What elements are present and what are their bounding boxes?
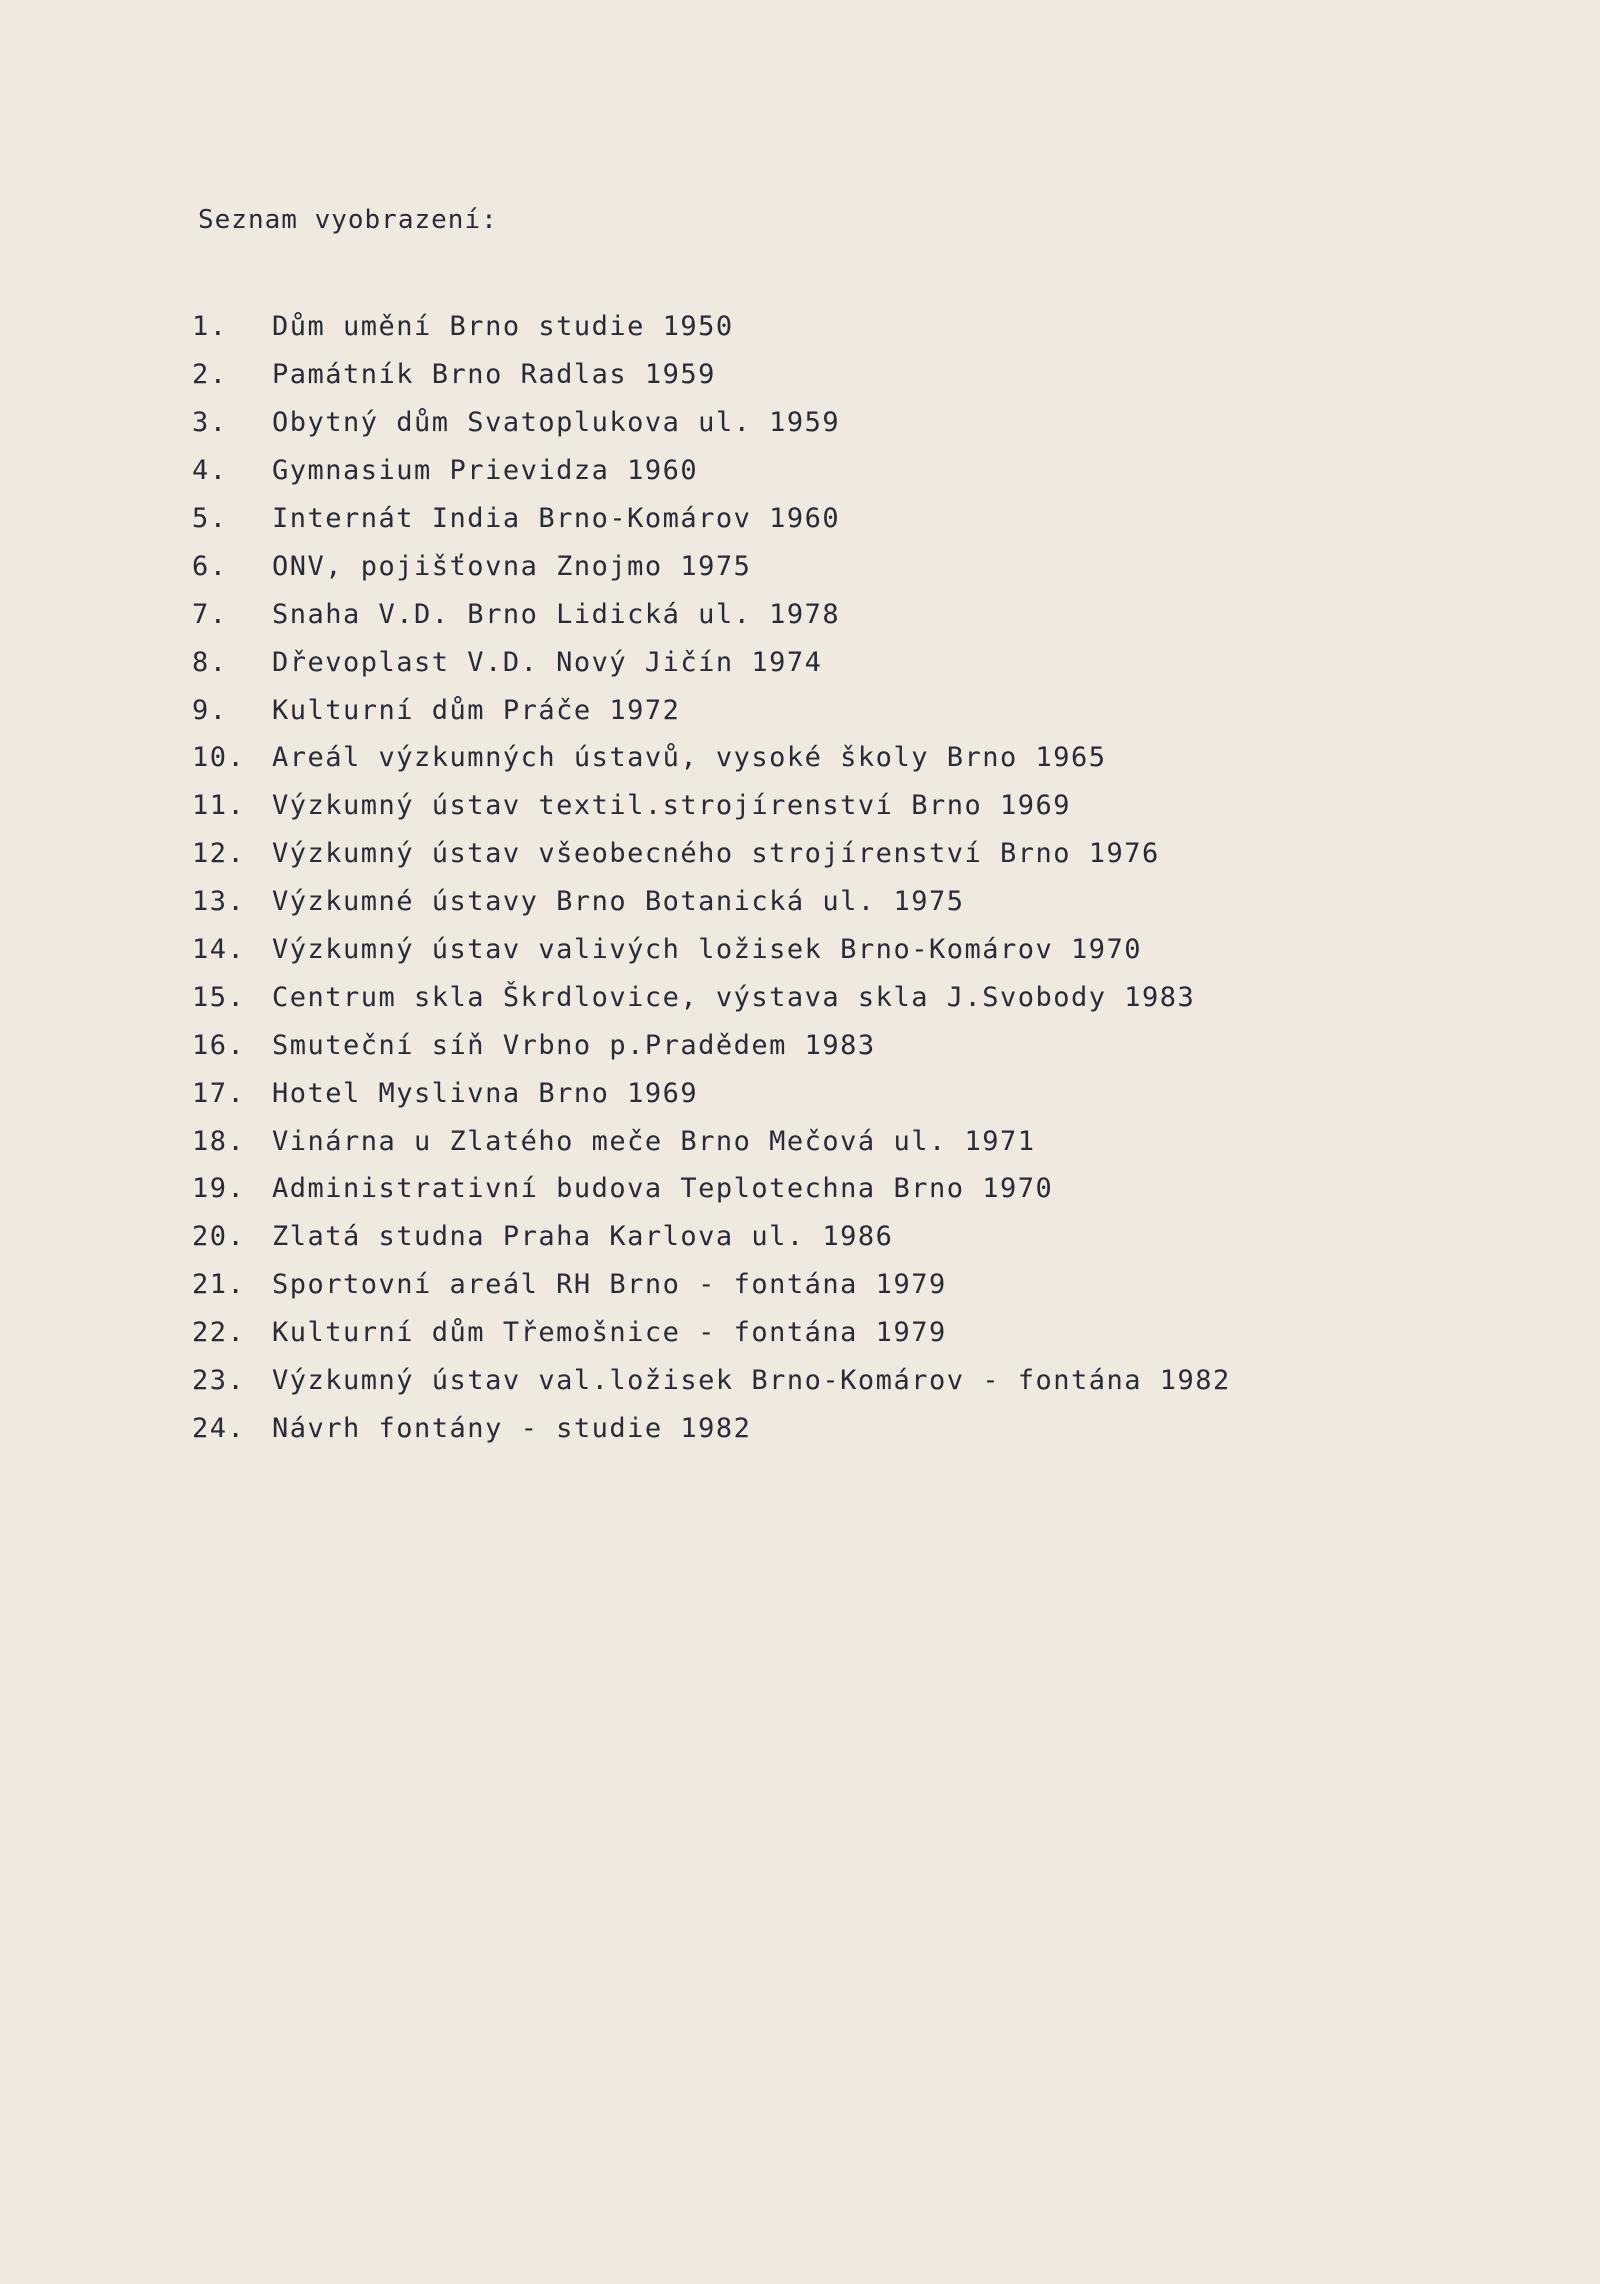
item-text: Kulturní dům Třemošnice - fontána 1979 [272, 1317, 947, 1349]
list-item [192, 1213, 1231, 1261]
item-number: 13. [192, 886, 246, 918]
item-text: Památník Brno Radlas 1959 [272, 359, 716, 391]
item-text: Zlatá studna Praha Karlova ul. 1986 [272, 1221, 894, 1253]
item-text: Sportovní areál RH Brno - fontána 1979 [272, 1269, 947, 1301]
item-text: Výzkumný ústav textil.strojírenství Brno 1969 [272, 790, 1071, 822]
item-number: 20. [192, 1221, 246, 1253]
illustration-list [192, 303, 1231, 1452]
list-item [192, 1309, 1231, 1357]
item-number: 14. [192, 934, 246, 966]
item-number: 16. [192, 1029, 246, 1061]
item-number: 15. [192, 981, 246, 1013]
list-item [192, 1117, 1231, 1165]
list-item [192, 638, 1231, 686]
item-text: Gymnasium Prievidza 1960 [272, 455, 699, 487]
item-text: Dům umění Brno studie 1950 [272, 311, 734, 343]
item-number: 10. [192, 742, 246, 774]
list-item [192, 782, 1231, 830]
item-number: 18. [192, 1125, 246, 1157]
list-item [192, 447, 1231, 495]
item-number: 3. [192, 407, 228, 439]
item-text: Návrh fontány - studie 1982 [272, 1412, 752, 1444]
item-number: 22. [192, 1317, 246, 1349]
list-item [192, 351, 1231, 399]
item-text: Výzkumné ústavy Brno Botanická ul. 1975 [272, 886, 965, 918]
item-number: 2. [192, 359, 228, 391]
list-item [192, 495, 1231, 543]
item-number: 21. [192, 1269, 246, 1301]
item-text: Internát India Brno-Komárov 1960 [272, 503, 841, 534]
item-number: 4. [192, 455, 228, 487]
item-number: 8. [192, 646, 228, 678]
list-item [192, 1021, 1231, 1069]
list-item [192, 1165, 1231, 1213]
list-item [192, 542, 1231, 590]
item-text: Obytný dům Svatoplukova ul. 1959 [272, 407, 841, 439]
item-number: 23. [192, 1365, 246, 1397]
item-text: Vinárna u Zlatého meče Brno Mečová ul. 1971 [272, 1125, 1036, 1157]
list-item [192, 686, 1231, 734]
item-number: 6. [192, 550, 228, 582]
list-item [192, 1069, 1231, 1117]
item-number: 7. [192, 598, 228, 630]
item-text: ONV, pojišťovna Znojmo 1975 [272, 550, 752, 582]
list-item [192, 734, 1231, 782]
item-number: 5. [192, 503, 228, 534]
item-text: Administrativní budova Teplotechna Brno 1970 [272, 1173, 1054, 1205]
list-item [192, 590, 1231, 638]
item-text: Snaha V.D. Brno Lidická ul. 1978 [272, 598, 841, 630]
item-number: 24. [192, 1412, 246, 1444]
item-text: Areál výzkumných ústavů, vysoké školy Brno 1965 [272, 742, 1107, 774]
list-item [192, 303, 1231, 351]
item-text: Výzkumný ústav valivých ložisek Brno-Komárov 1970 [272, 934, 1143, 966]
list-item [192, 830, 1231, 878]
list-item [192, 1357, 1231, 1405]
item-number: 11. [192, 790, 246, 822]
list-item [192, 926, 1231, 974]
list-item [192, 878, 1231, 926]
list-item [192, 973, 1231, 1021]
list-item [192, 1404, 1231, 1452]
item-text: Smuteční síň Vrbno p.Pradědem 1983 [272, 1029, 876, 1061]
item-text: Výzkumný ústav val.ložisek Brno-Komárov - fontána 1982 [272, 1365, 1231, 1397]
list-heading: Seznam vyobrazení: [198, 205, 498, 235]
item-text: Kulturní dům Práče 1972 [272, 694, 681, 726]
item-number: 12. [192, 838, 246, 870]
item-text: Dřevoplast V.D. Nový Jičín 1974 [272, 646, 823, 678]
item-text: Výzkumný ústav všeobecného strojírenství Brno 1976 [272, 838, 1160, 870]
item-text: Hotel Myslivna Brno 1969 [272, 1077, 699, 1109]
item-number: 19. [192, 1173, 246, 1205]
list-item [192, 399, 1231, 447]
item-text: Centrum skla Škrdlovice, výstava skla J.Svobody 1983 [272, 981, 1196, 1013]
item-number: 1. [192, 311, 228, 343]
item-number: 17. [192, 1077, 246, 1109]
list-item [192, 1261, 1231, 1309]
item-number: 9. [192, 694, 228, 726]
